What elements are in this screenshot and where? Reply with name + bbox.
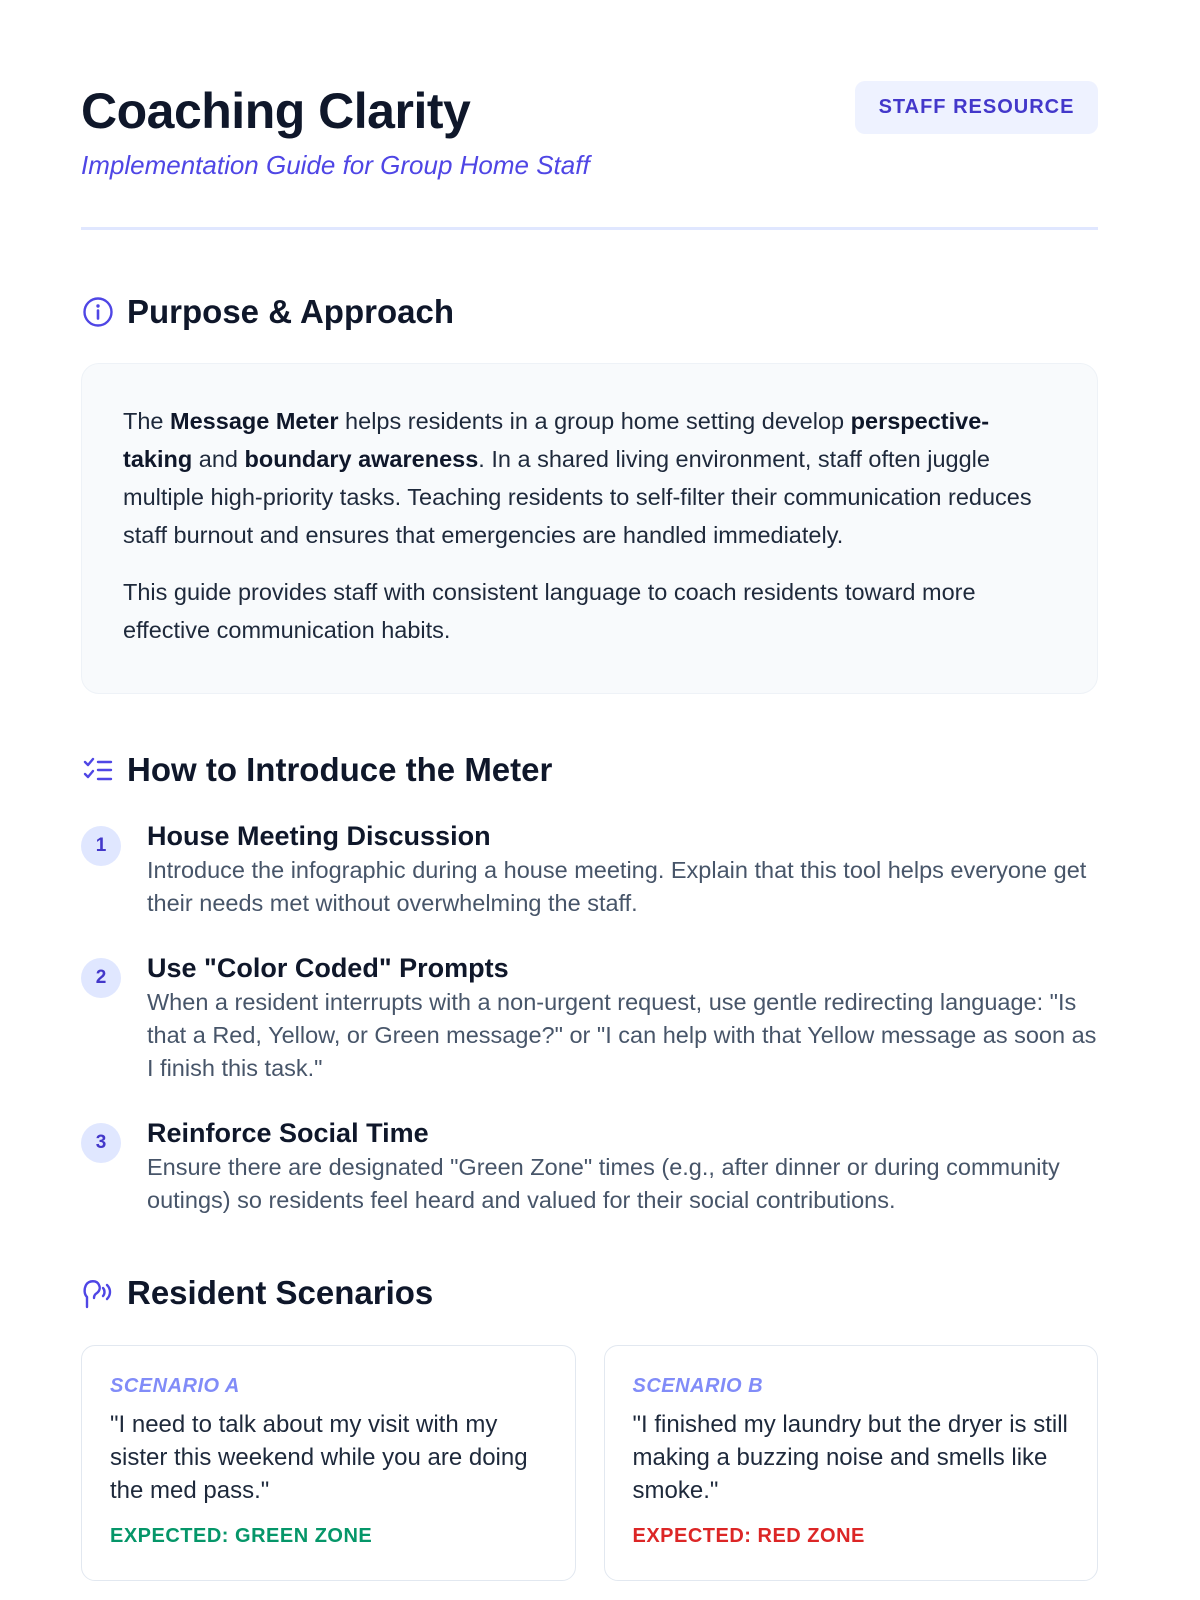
page-subtitle: Implementation Guide for Group Home Staff — [81, 150, 590, 180]
scenarios-section — [81, 1273, 1098, 1581]
scenario-expected: EXPECTED: RED ZONE — [632, 1525, 865, 1547]
purpose-card — [81, 363, 1098, 694]
purpose-heading-row — [81, 292, 1098, 332]
steps-list — [81, 818, 1098, 1217]
scenario-tag: SCENARIO A — [110, 1375, 240, 1397]
checklist-icon — [81, 753, 115, 787]
purpose-section — [81, 292, 1098, 694]
scenario-quote: "I need to talk about my visit with my sister this weekend while you are doing the med pass." — [110, 1411, 528, 1504]
introduce-heading-row — [81, 750, 1098, 790]
text-run: and — [192, 446, 245, 472]
scenarios-heading-row — [81, 1273, 1098, 1313]
info-icon — [81, 295, 115, 329]
step-number: 1 — [81, 826, 121, 866]
introduce-heading: How to Introduce the Meter — [127, 751, 553, 788]
step-title: Reinforce Social Time — [147, 1118, 429, 1148]
text-run: helps residents in a group home setting develop — [338, 408, 851, 434]
page-title: Coaching Clarity — [81, 83, 471, 139]
speaking-person-icon — [81, 1276, 115, 1310]
scenario-cards — [81, 1345, 1098, 1581]
text-run: The — [123, 408, 171, 434]
emphasis-perspective-taking: perspective-taking — [123, 408, 990, 472]
text-run: . In a shared living environment, staff often juggle multiple high-priority tasks. Teaching residents to self-filter their communication reduces staff burnout and ensures that emergencies are handled immediately. — [123, 446, 1032, 548]
step-text: When a resident interrupts with a non-urgent request, use gentle redirecting language: "Is that a Red, Yellow, or Green message?" or "I can help with that Yellow message as soon as I finish this task." — [147, 989, 1097, 1081]
emphasis-message-meter: Message Meter — [170, 408, 339, 434]
step-item — [81, 1115, 1098, 1217]
scenario-card-b — [604, 1345, 1099, 1581]
scenario-expected: EXPECTED: GREEN ZONE — [110, 1525, 373, 1547]
step-text: Introduce the infographic during a house meeting. Explain that this tool helps everyone get their needs met without overwhelming the staff. — [147, 857, 1087, 916]
emphasis-boundary-awareness: boundary awareness — [244, 446, 479, 472]
scenario-quote: "I finished my laundry but the dryer is still making a buzzing noise and smells like smoke." — [632, 1411, 1068, 1504]
step-item — [81, 818, 1098, 920]
staff-resource-badge: STAFF RESOURCE — [855, 81, 1098, 134]
introduce-section — [81, 750, 1098, 1217]
step-item — [81, 950, 1098, 1085]
purpose-paragraph-2: This guide provides staff with consistent language to coach residents toward more effective communication habits. — [123, 579, 976, 643]
step-title: House Meeting Discussion — [147, 821, 491, 851]
step-number: 3 — [81, 1123, 121, 1163]
step-number: 2 — [81, 958, 121, 998]
page-header — [81, 0, 1098, 230]
step-title: Use "Color Coded" Prompts — [147, 953, 509, 983]
purpose-heading: Purpose & Approach — [127, 293, 454, 330]
scenario-card-a — [81, 1345, 576, 1581]
purpose-paragraph-1 — [123, 402, 1057, 554]
step-text: Ensure there are designated "Green Zone" times (e.g., after dinner or during community outings) so residents feel heard and valued for their social contributions. — [147, 1154, 1060, 1213]
scenario-tag: SCENARIO B — [632, 1375, 764, 1397]
scenarios-heading: Resident Scenarios — [127, 1274, 434, 1311]
